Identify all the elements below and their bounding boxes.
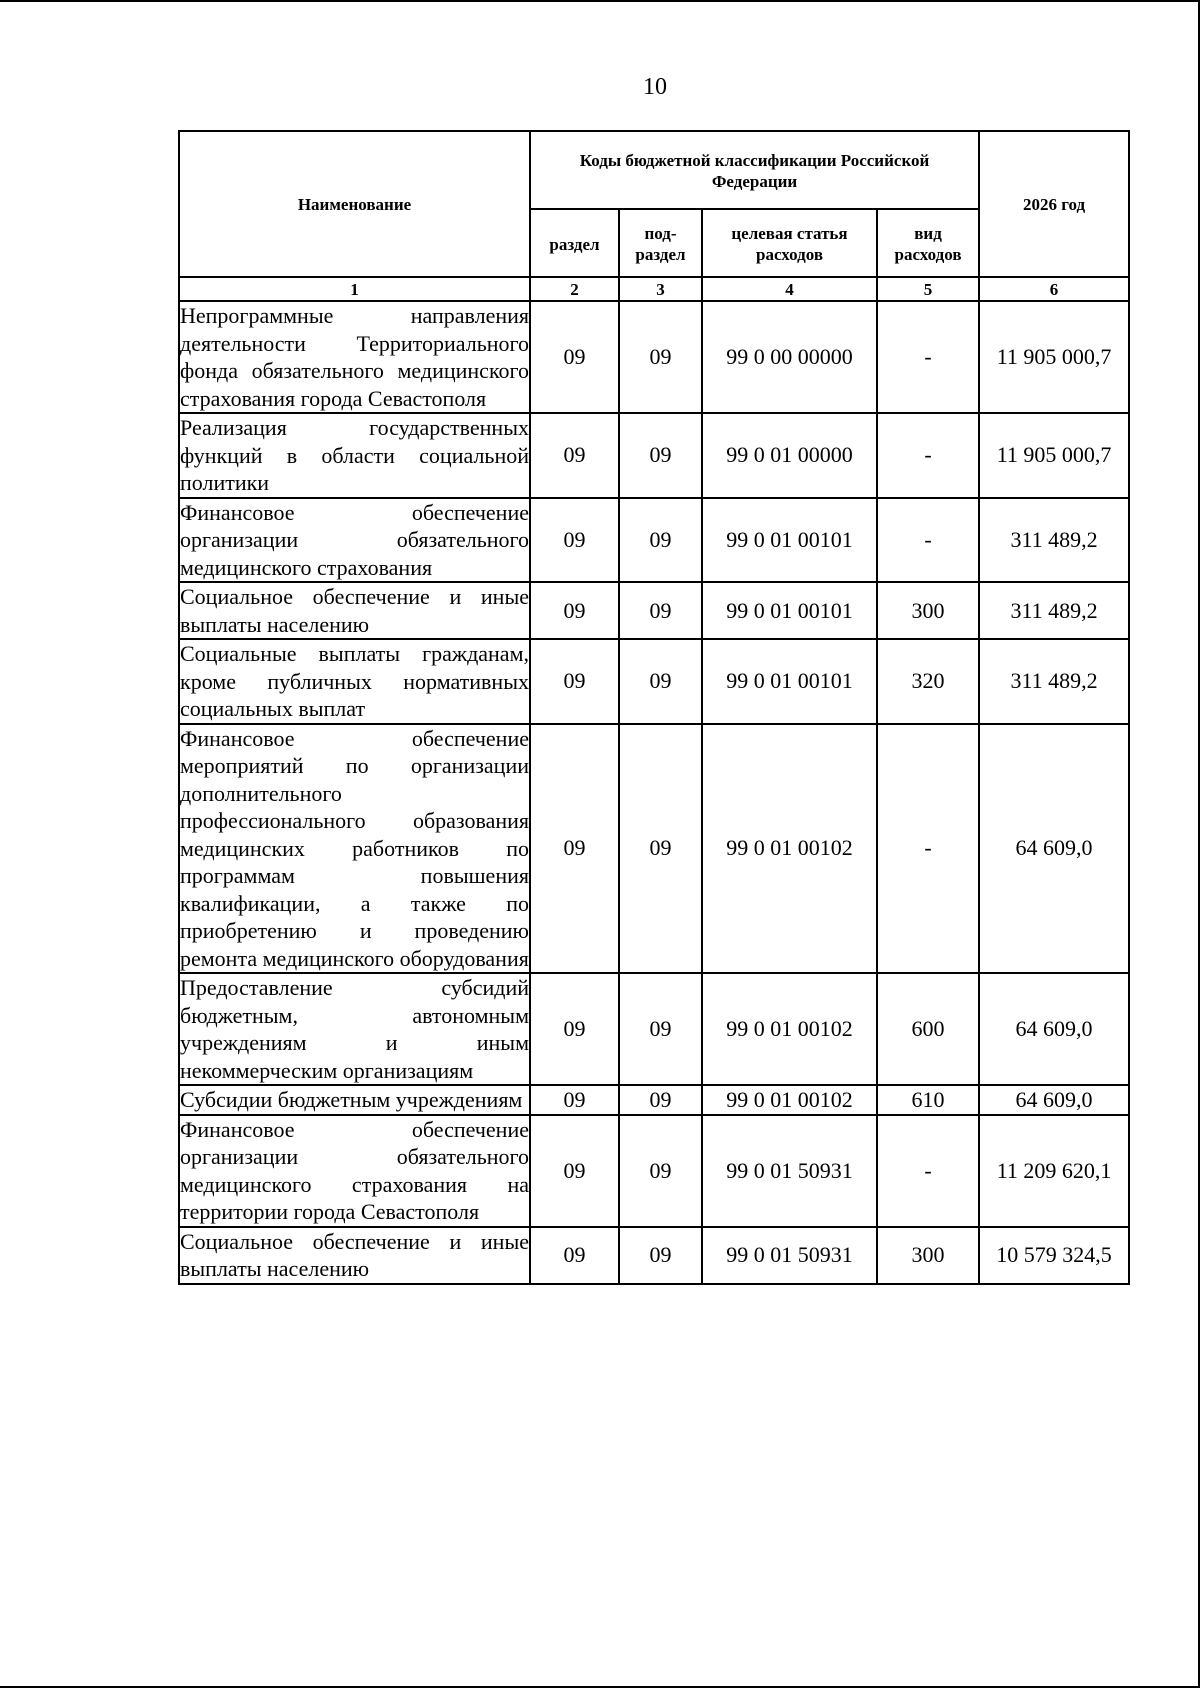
header-year: 2026 год — [979, 131, 1129, 277]
row-razdel: 09 — [530, 1227, 619, 1284]
row-amount: 311 489,2 — [979, 498, 1129, 583]
row-amount: 311 489,2 — [979, 639, 1129, 724]
row-vid: - — [877, 724, 979, 974]
table-row — [179, 1085, 1129, 1115]
table-row — [179, 1115, 1129, 1227]
table-row — [179, 301, 1129, 413]
header-razdel: раздел — [530, 209, 619, 277]
column-number: 1 — [179, 277, 530, 301]
row-tselevaya: 99 0 01 00000 — [702, 413, 877, 498]
row-name: Предоставление субсидий бюджетным, автономным учреждениям и иным некоммерческим организациям — [179, 973, 530, 1085]
row-amount: 64 609,0 — [979, 1085, 1129, 1115]
row-podrazdel: 09 — [619, 582, 702, 639]
row-vid: - — [877, 301, 979, 413]
row-podrazdel: 09 — [619, 413, 702, 498]
row-vid: - — [877, 413, 979, 498]
row-amount: 11 209 620,1 — [979, 1115, 1129, 1227]
row-name: Социальные выплаты гражданам, кроме публичных нормативных социальных выплат — [179, 639, 530, 724]
row-tselevaya: 99 0 01 00101 — [702, 498, 877, 583]
row-tselevaya: 99 0 01 00101 — [702, 639, 877, 724]
column-number: 5 — [877, 277, 979, 301]
row-name: Финансовое обеспечение организации обязательного медицинского страхования — [179, 498, 530, 583]
row-podrazdel: 09 — [619, 973, 702, 1085]
header-vid: вид расходов — [877, 209, 979, 277]
row-podrazdel: 09 — [619, 1085, 702, 1115]
row-name: Финансовое обеспечение мероприятий по организации дополнительного профессионального образования медицинских работников по программам повышения квалификации, а также по приобретению и проведению ремонта медицинского оборудования — [179, 724, 530, 974]
column-number: 3 — [619, 277, 702, 301]
row-razdel: 09 — [530, 413, 619, 498]
column-number: 6 — [979, 277, 1129, 301]
row-amount: 64 609,0 — [979, 973, 1129, 1085]
row-razdel: 09 — [530, 1115, 619, 1227]
header-codes-group: Коды бюджетной классификации Российской Федерации — [530, 131, 979, 209]
row-tselevaya: 99 0 00 00000 — [702, 301, 877, 413]
row-name: Субсидии бюджетным учреждениям — [179, 1085, 530, 1115]
column-number: 2 — [530, 277, 619, 301]
budget-table — [178, 130, 1130, 1285]
header-tselevaya: целевая статья расходов — [702, 209, 877, 277]
table-row — [179, 1227, 1129, 1284]
row-podrazdel: 09 — [619, 498, 702, 583]
row-name: Социальное обеспечение и иные выплаты населению — [179, 582, 530, 639]
header-name: Наименование — [179, 131, 530, 277]
row-razdel: 09 — [530, 582, 619, 639]
table-row — [179, 413, 1129, 498]
row-amount: 11 905 000,7 — [979, 301, 1129, 413]
row-amount: 11 905 000,7 — [979, 413, 1129, 498]
row-podrazdel: 09 — [619, 724, 702, 974]
row-vid: - — [877, 1115, 979, 1227]
row-razdel: 09 — [530, 973, 619, 1085]
row-vid: 600 — [877, 973, 979, 1085]
table-row — [179, 973, 1129, 1085]
table-row — [179, 724, 1129, 974]
column-numbers-row — [179, 277, 1129, 301]
row-vid: 300 — [877, 582, 979, 639]
row-podrazdel: 09 — [619, 301, 702, 413]
table-row — [179, 498, 1129, 583]
header-row-top — [179, 131, 1129, 209]
row-vid: 300 — [877, 1227, 979, 1284]
row-name: Социальное обеспечение и иные выплаты населению — [179, 1227, 530, 1284]
row-podrazdel: 09 — [619, 1115, 702, 1227]
row-tselevaya: 99 0 01 00102 — [702, 973, 877, 1085]
row-tselevaya: 99 0 01 50931 — [702, 1227, 877, 1284]
row-razdel: 09 — [530, 724, 619, 974]
row-name: Непрограммные направления деятельности Территориального фонда обязательного медицинского страхования города Севастополя — [179, 301, 530, 413]
row-vid: 610 — [877, 1085, 979, 1115]
row-tselevaya: 99 0 01 50931 — [702, 1115, 877, 1227]
row-razdel: 09 — [530, 639, 619, 724]
page-number: 10 — [643, 74, 667, 100]
table-row — [179, 639, 1129, 724]
row-vid: 320 — [877, 639, 979, 724]
row-tselevaya: 99 0 01 00102 — [702, 724, 877, 974]
row-podrazdel: 09 — [619, 639, 702, 724]
row-razdel: 09 — [530, 498, 619, 583]
row-amount: 10 579 324,5 — [979, 1227, 1129, 1284]
row-vid: - — [877, 498, 979, 583]
row-tselevaya: 99 0 01 00101 — [702, 582, 877, 639]
row-amount: 64 609,0 — [979, 724, 1129, 974]
row-name: Финансовое обеспечение организации обязательного медицинского страхования на территории города Севастополя — [179, 1115, 530, 1227]
row-razdel: 09 — [530, 301, 619, 413]
row-amount: 311 489,2 — [979, 582, 1129, 639]
column-number: 4 — [702, 277, 877, 301]
row-podrazdel: 09 — [619, 1227, 702, 1284]
row-tselevaya: 99 0 01 00102 — [702, 1085, 877, 1115]
header-podrazdel: под-раздел — [619, 209, 702, 277]
row-razdel: 09 — [530, 1085, 619, 1115]
table-row — [179, 582, 1129, 639]
row-name: Реализация государственных функций в области социальной политики — [179, 413, 530, 498]
